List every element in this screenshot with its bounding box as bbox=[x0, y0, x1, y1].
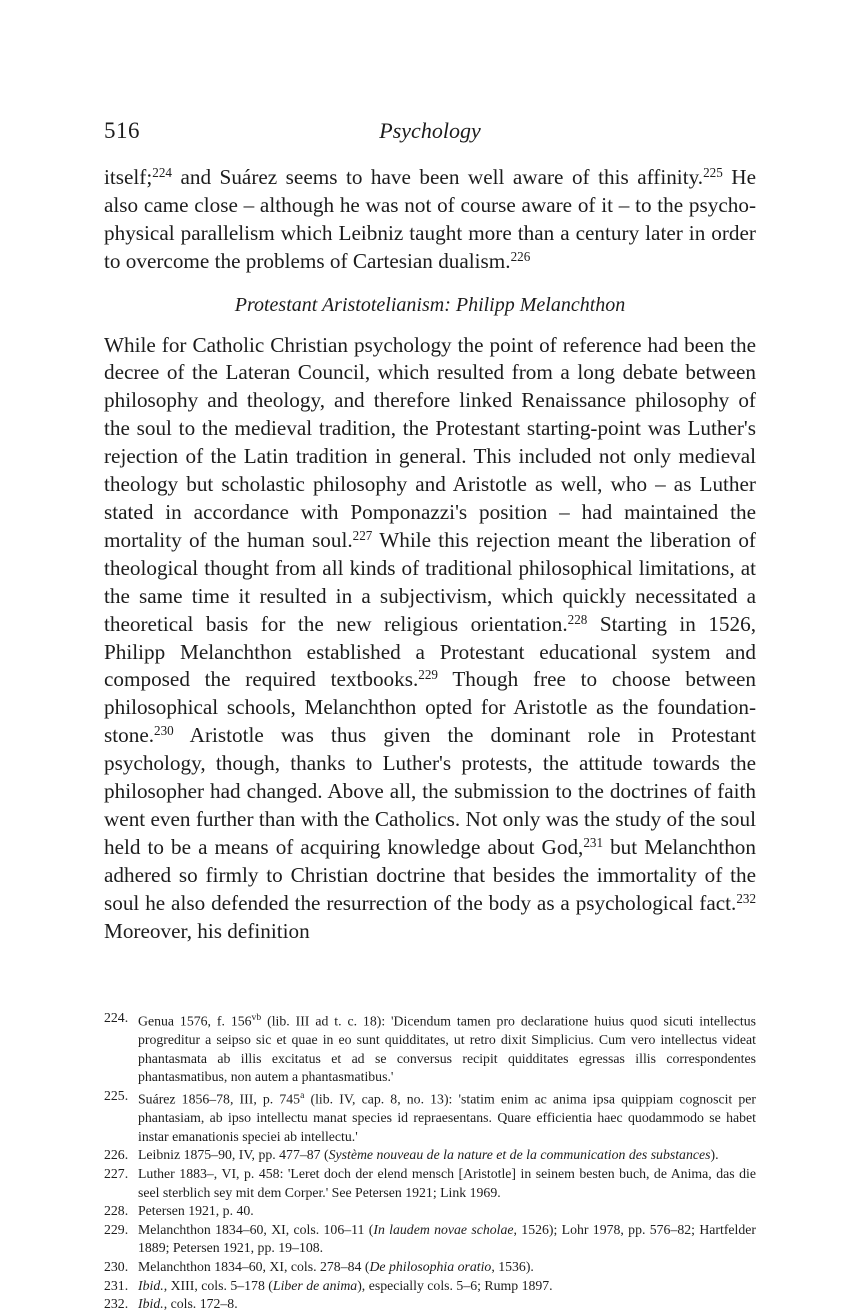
footnote-ref-228[interactable]: 228 bbox=[567, 611, 588, 627]
footnote-ref-230[interactable]: 230 bbox=[154, 723, 174, 738]
text-run: ). bbox=[710, 1147, 719, 1163]
text-run: ), especially cols. 5–6; Rump 1897. bbox=[357, 1277, 553, 1293]
text-run: (lib. IV, cap. 8, no. 13): 'statim enim ac anima ipsa quippiam cognoscit per phantasiam, ab ipso intellectu manat species id repraesentans. Quare efficientia haec quodammodo se habet instar emanationis speciei ab intellectu.' bbox=[138, 1091, 756, 1144]
running-title: Psychology bbox=[379, 118, 481, 143]
text-run: , 1536). bbox=[491, 1258, 534, 1274]
text-run: Genua 1576, f. 156 bbox=[138, 1013, 252, 1029]
text-run: Melanchthon 1834–60, XI, cols. 278–84 ( bbox=[138, 1258, 370, 1274]
footnote-text bbox=[138, 1221, 756, 1258]
footnote-text bbox=[138, 1165, 756, 1202]
italic-title: De philosophia oratio bbox=[369, 1258, 492, 1274]
text-run: Melanchthon 1834–60, XI, cols. 106–11 ( bbox=[138, 1221, 374, 1237]
footnote-227 bbox=[104, 1165, 756, 1202]
text-run: He also came close – although he was not of course aware of it – to the psycho-physical parallelism which Leibniz taught more than a century later in order to overcome the problems of Cartesian dualism. bbox=[104, 165, 756, 273]
footnote-text bbox=[138, 1277, 756, 1296]
text-run: Petersen 1921, p. 40. bbox=[138, 1203, 254, 1219]
footnote-225 bbox=[104, 1087, 756, 1146]
text-run: Suárez 1856–78, III, p. 745 bbox=[138, 1091, 301, 1107]
text-run: Though free to choose between philosophical schools, Melanchthon opted for Aristotle as the foundation-stone. bbox=[104, 667, 756, 748]
footnote-text bbox=[138, 1258, 756, 1277]
footnote-number: 231. bbox=[104, 1277, 129, 1293]
footnote-number: 224. bbox=[104, 1010, 129, 1025]
text-run: Moreover, his definition bbox=[104, 918, 310, 943]
text-run: Luther 1883–, VI, p. 458: 'Leret doch der elend mensch [Aristotle] in seinem besten buch, de Anima, das die seel sterblich sey mit dem Corper.' See Petersen 1921; Link 1969. bbox=[138, 1165, 756, 1200]
footnote-ref-226[interactable]: 226 bbox=[510, 248, 531, 264]
footnote-text bbox=[138, 1295, 756, 1314]
footnote-226 bbox=[104, 1146, 756, 1165]
footnote-ref-231[interactable]: 231 bbox=[583, 834, 604, 850]
superscript: vb bbox=[251, 1012, 262, 1023]
italic-title: Système nouveau de la nature et de la communication des substances bbox=[328, 1147, 711, 1163]
footnote-number: 227. bbox=[104, 1165, 129, 1181]
text-run: but Melanchthon adhered so firmly to Christian doctrine that besides the immortality of the soul he also defended the resurrection of the body as a psychological fact. bbox=[104, 834, 756, 915]
section-heading: Protestant Aristotelianism: Philipp Melanchthon bbox=[234, 293, 626, 316]
text-run: While for Catholic Christian psychology the point of reference had been the decree of the Lateran Council, which resulted from a long debate between philosophy and theology, and therefore linked Renaissance philosophy of the soul to the medieval tradition, the Protestant starting-point was Luther's rejection of the Latin tradition in general. This included not only medieval theology but scholastic philosophy and Aristotle as well, who – as Luther stated in accordance with Pomponazzi's position – had maintained the mortality of the human soul. bbox=[104, 332, 756, 552]
footnote-text bbox=[138, 1087, 756, 1146]
footnotes bbox=[104, 1009, 756, 1314]
footnote-text bbox=[138, 1202, 756, 1221]
footnote-number: 225. bbox=[104, 1087, 129, 1103]
paragraph-1 bbox=[104, 164, 756, 276]
footnote-number: 229. bbox=[104, 1221, 129, 1237]
italic-ibid: Ibid. bbox=[138, 1277, 164, 1293]
text-run: While this rejection meant the liberation of theological thought from all kinds of traditional philosophical limitations, at the same time it resulted in a subjectivism, which quickly necessitated a theoretical basis for the new religious orientation. bbox=[104, 527, 756, 636]
text-run: Starting in 1526, Philipp Melanchthon established a Protestant educational system and composed the required textbooks. bbox=[104, 611, 756, 692]
text-run: and Suárez seems to have been well aware of this affinity. bbox=[171, 165, 704, 189]
footnote-232 bbox=[104, 1295, 756, 1314]
footnote-ref-225[interactable]: 225 bbox=[703, 164, 723, 180]
page-number: 516 bbox=[104, 118, 140, 143]
text-run: , 1526); Lohr 1978, pp. 576–82; Hartfelder 1889; Petersen 1921, pp. 19–108. bbox=[138, 1221, 756, 1256]
text-run: , XIII, cols. 5–178 ( bbox=[163, 1277, 273, 1293]
footnote-230 bbox=[104, 1258, 756, 1277]
superscript: a bbox=[300, 1089, 305, 1101]
footnote-number: 226. bbox=[104, 1147, 129, 1163]
footnote-231 bbox=[104, 1277, 756, 1296]
text-run: , cols. 172–8. bbox=[163, 1296, 238, 1312]
paragraph-2 bbox=[104, 332, 756, 946]
footnote-224 bbox=[104, 1009, 756, 1087]
footnote-text bbox=[138, 1009, 756, 1087]
footnote-ref-229[interactable]: 229 bbox=[418, 667, 438, 683]
text-run: Aristotle was thus given the dominant role in Protestant psychology, though, thanks to Luther's protests, the attitude towards the philosopher had changed. Above all, the submission to the doctrines of faith went even further than with the Catholics. Not only was the study of the soul held to be a means of acquiring knowledge about God, bbox=[104, 723, 756, 859]
footnote-ref-227[interactable]: 227 bbox=[352, 527, 373, 543]
footnote-number: 230. bbox=[104, 1258, 129, 1274]
italic-ibid: Ibid. bbox=[138, 1296, 164, 1312]
footnote-ref-224[interactable]: 224 bbox=[152, 164, 172, 180]
text-run: (lib. III ad t. c. 18): 'Dicendum tamen pro declaratione huius quod sicuti intellectus progreditur a seipso sic et quae in eo sunt quidditates, ut retro dixit Simplicius. Cum vero intellectus videat phantasmata ab illis excitatus et ad se conversus recipit quidditates egressas illis correspondentes phantasmatibus, non autem a phantasmatibus.' bbox=[138, 1013, 756, 1085]
text-run: itself; bbox=[104, 165, 153, 189]
footnote-ref-232[interactable]: 232 bbox=[736, 890, 756, 906]
footnote-228 bbox=[104, 1202, 756, 1221]
footnote-229 bbox=[104, 1221, 756, 1258]
footnote-text bbox=[138, 1146, 756, 1165]
text-run: Leibniz 1875–90, IV, pp. 477–87 ( bbox=[138, 1147, 329, 1163]
page-header bbox=[104, 118, 756, 148]
footnote-number: 232. bbox=[104, 1296, 129, 1312]
italic-title: In laudem novae scholae bbox=[373, 1221, 514, 1237]
footnote-number: 228. bbox=[104, 1203, 129, 1219]
main-text bbox=[104, 164, 756, 945]
italic-title: Liber de anima bbox=[272, 1277, 358, 1293]
